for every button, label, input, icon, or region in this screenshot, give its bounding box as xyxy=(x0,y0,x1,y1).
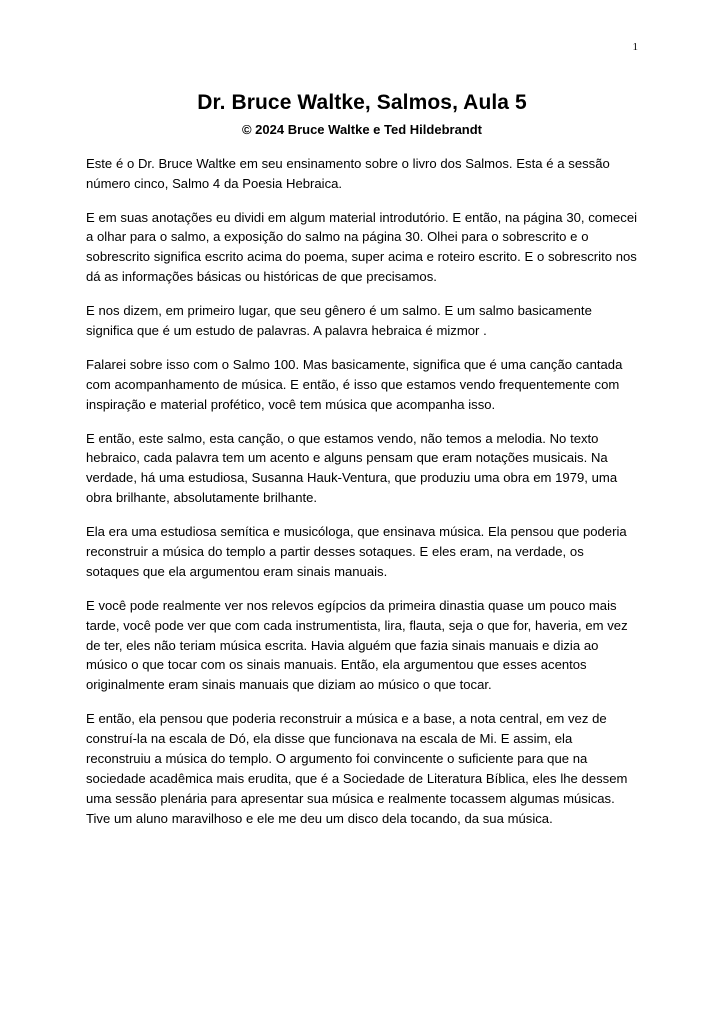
paragraph: Falarei sobre isso com o Salmo 100. Mas basicamente, significa que é uma canção cantada com acompanhamento de música. E então, é isso que estamos vendo frequentemente com inspiração e material profético, você tem música que acompanha isso. xyxy=(86,356,623,412)
paragraph: Ela era uma estudiosa semítica e musicóloga, que ensinava música. Ela pensou que poderia reconstruir a música do templo a partir desses sotaques. E eles eram, na verdade, os sotaques que ela argumentou eram sinais manuais. xyxy=(86,524,627,579)
paragraph: E nos dizem, em primeiro lugar, que seu gênero é um salmo. E um salmo basicamente significa que é um estudo de palavras. A palavra hebraica é mizmor . xyxy=(86,303,592,339)
page-number: 1 xyxy=(632,41,638,53)
paragraph: Este é o Dr. Bruce Waltke em seu ensinamento sobre o livro dos Salmos. Esta é a sessão número cinco, Salmo 4 da Poesia Hebraica. xyxy=(86,155,610,191)
paragraph: E então, este salmo, esta canção, o que estamos vendo, não temos a melodia. No texto hebraico, cada palavra tem um acento e alguns pensam que eram notações musicais. Na verdade, há uma estudiosa, Susanna Hauk-Ventura, que produziu uma obra em 1979, uma obra brilhante, absolutamente brilhante. xyxy=(86,430,618,506)
page-title: Dr. Bruce Waltke, Salmos, Aula 5 xyxy=(197,91,527,114)
document-body xyxy=(86,138,638,829)
copyright-line: © 2024 Bruce Waltke e Ted Hildebrandt xyxy=(241,122,483,138)
paragraph: E em suas anotações eu dividi em algum material introdutório. E então, na página 30, comecei a olhar para o salmo, a exposição do salmo na página 30. Olhei para o sobrescrito e o sobrescrito significa escrito acima do poema, super acima e roteiro escrito. E o sobrescrito nos dá as informações básicas ou históricas de que precisamos. xyxy=(86,209,638,285)
paragraph: E então, ela pensou que poderia reconstruir a música e a base, a nota central, em vez de construí-la na escala de Dó, ela disse que funcionava na escala de Mi. E assim, ela reconstruiu a música do templo. O argumento foi convincente o suficiente para que na sociedade acadêmica mais erudita, que é a Sociedade de Literatura Bíblica, eles lhe dessem uma sessão plenária para apresentar sua música e realmente tocassem algumas músicas. Tive um aluno maravilhoso e ele me deu um disco dela tocando, da sua música. xyxy=(86,711,628,826)
paragraph: E você pode realmente ver nos relevos egípcios da primeira dinastia quase um pouco mais tarde, você pode ver que com cada instrumentista, lira, flauta, seja o que for, haveria, em vez de ter, eles não teriam música escrita. Havia alguém que fazia sinais manuais e dizia ao músico o que tocar com os sinais manuais. Então, ela argumentou que esses acentos originalmente eram sinais manuais que diziam ao músico o que tocar. xyxy=(86,597,628,693)
